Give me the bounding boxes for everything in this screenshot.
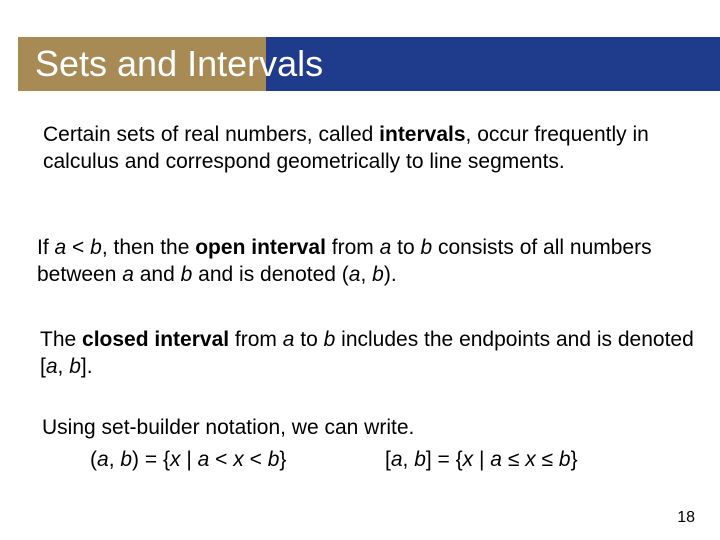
variable-a: a [45,355,58,378]
variable-a: a [490,448,502,471]
text-run: } [570,448,578,471]
paragraph-intervals-intro [43,121,693,175]
text-run: ] = { [425,448,463,471]
variable-a: a [97,448,109,471]
variable-a: a [54,236,67,259]
paragraph-open-interval [37,234,697,288]
paragraph-closed-interval [40,326,700,380]
text-run: | [473,448,491,471]
variable-x: x [525,448,536,471]
text-run: to [391,236,421,259]
text-run: and is denoted ( [192,263,349,286]
text-run: , [402,448,415,471]
text-run: consists of all numbers between [37,236,652,286]
formula-closed-interval [385,446,578,473]
variable-b: b [414,448,426,471]
term-intervals: intervals [379,123,466,146]
variable-b: b [267,448,280,471]
variable-b: b [372,263,384,286]
text-run: ) = { [132,448,170,471]
slide-title: Sets and Intervals [35,43,324,84]
text-run: ]. [80,355,93,378]
text-run: If [37,236,55,259]
text-run: Certain sets of real numbers, called [43,123,380,146]
variable-x: x [170,448,181,471]
variable-b: b [90,236,102,259]
text-run: } [279,448,287,471]
variable-a: a [379,236,392,259]
text-run: , [57,355,70,378]
variable-a: a [390,448,403,471]
text-run: | [180,448,198,471]
variable-a: a [197,448,210,471]
text-run: < [209,448,234,471]
variable-b: b [180,263,193,286]
text-run: and [133,263,181,286]
variable-b: b [558,448,571,471]
variable-a: a [282,328,295,351]
text-run: from [229,328,283,351]
variable-x: x [233,448,244,471]
variable-a: a [348,263,361,286]
variable-b: b [323,328,336,351]
variable-b: b [120,448,133,471]
variable-b: b [69,355,81,378]
term-open-interval: open interval [195,236,326,259]
text-run: The [40,328,83,351]
text-run: , occur frequently in calculus and correspond geometrically to line segments. [43,123,649,173]
paragraph-set-builder: Using set-builder notation, we can write. [42,416,415,439]
text-run: < [66,236,91,259]
variable-x: x [462,448,474,471]
text-run: from [325,236,380,259]
text-run: < [243,448,268,471]
text-run: , [108,448,121,471]
text-run: ( [90,448,97,471]
text-run: , [360,263,373,286]
page-number: 18 [677,509,695,526]
text-run: ≤ [535,448,559,471]
term-closed-interval: closed interval [82,328,230,351]
variable-b: b [420,236,433,259]
text-run: [ [385,448,391,471]
formula-open-interval [90,446,286,473]
text-run: ). [383,263,397,286]
variable-a: a [122,263,134,286]
text-run: , then the [101,236,196,259]
text-run: ≤ [501,448,526,471]
text-run: to [294,328,324,351]
text-run: includes the endpoints and is denoted [ [40,328,694,378]
